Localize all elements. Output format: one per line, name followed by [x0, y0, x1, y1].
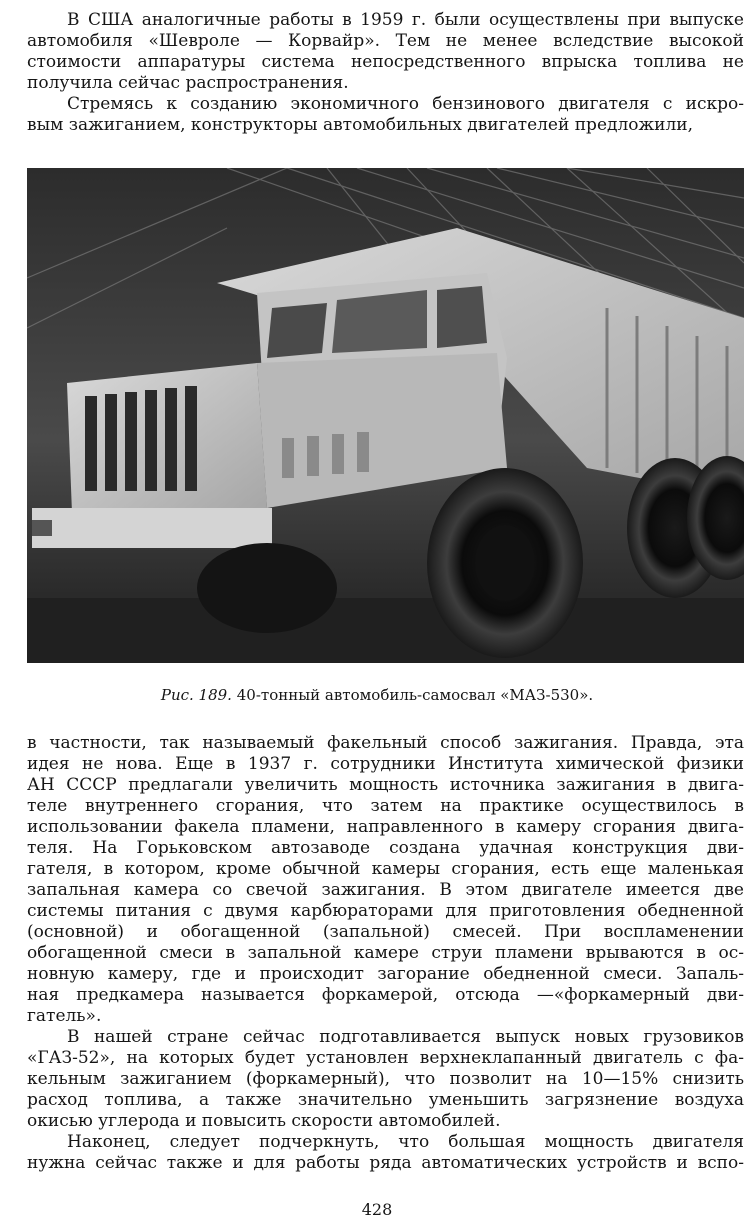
text-line: АН СССР предлагали увеличить мощность источника зажигания в двига- [27, 775, 744, 795]
text-line: кельным зажиганием (форкамерный), что позволит на 10—15% снизить [27, 1069, 744, 1089]
text-line: теля. На Горьковском автозаводе создана удачная конструкция дви- [27, 838, 744, 858]
text-line: «ГАЗ-52», на которых будет установлен верхнеклапанный двигатель с фа- [27, 1048, 744, 1068]
text-line: гатель». [27, 1006, 102, 1026]
text-line: Стремясь к созданию экономичного бензинового двигателя с искро- [67, 94, 744, 114]
text-line: В США аналогичные работы в 1959 г. были осуществлены при выпуске [67, 10, 744, 30]
text-line: (основной) и обогащенной (запальной) смесей. При воспламенении [27, 922, 744, 942]
text-line: стоимости аппаратуры система непосредственного впрыска топлива не [27, 52, 744, 72]
text-line: нужна сейчас также и для работы ряда автоматических устройств и вспо- [27, 1153, 744, 1173]
text-line: системы питания с двумя карбюраторами для приготовления обедненной [27, 901, 744, 921]
text-line: ная предкамера называется форкамерой, отсюда —«форкамерный дви- [27, 985, 744, 1005]
text-line: окисью углерода и повысить скорости автомобилей. [27, 1111, 501, 1131]
truck-photo [27, 168, 744, 663]
text-line: вым зажиганием, конструкторы автомобильных двигателей предложили, [27, 115, 694, 135]
text-line: идея не нова. Еще в 1937 г. сотрудники Института химической физики [27, 754, 744, 774]
text-line: В нашей стране сейчас подготавливается выпуск новых грузовиков [67, 1027, 744, 1047]
text-block-bottom [27, 733, 744, 1174]
text-line: новную камеру, где и происходит загорание обедненной смеси. Запаль- [27, 964, 744, 984]
text-line: использовании факела пламени, направленного в камеру сгорания двига- [27, 817, 744, 837]
caption-prefix: Рис. 189. [160, 686, 232, 704]
text-line: теле внутреннего сгорания, что затем на практике осуществилось в [27, 796, 744, 816]
figure-caption [0, 685, 754, 705]
caption-text: 40-тонный автомобиль-самосвал «МАЗ-530». [236, 686, 594, 704]
text-line: расход топлива, а также значительно уменьшить загрязнение воздуха [27, 1090, 744, 1110]
text-line: обогащенной смеси в запальной камере струи пламени врываются в ос- [27, 943, 744, 963]
text-line: автомобиля «Шевроле — Корвайр». Тем не менее вследствие высокой [27, 31, 744, 51]
page-number: 428 [361, 1200, 393, 1219]
text-line: получила сейчас распространения. [27, 73, 349, 93]
text-block-top [27, 10, 744, 136]
text-line: гателя, в котором, кроме обычной камеры сгорания, есть еще маленькая [27, 859, 744, 879]
text-line: Наконец, следует подчеркнуть, что большая мощность двигателя [67, 1132, 744, 1152]
dump-truck-illustration [27, 168, 744, 663]
text-line: запальная камера со свечой зажигания. В этом двигателе имеется две [27, 880, 744, 900]
text-line: в частности, так называемый факельный способ зажигания. Правда, эта [27, 733, 744, 753]
